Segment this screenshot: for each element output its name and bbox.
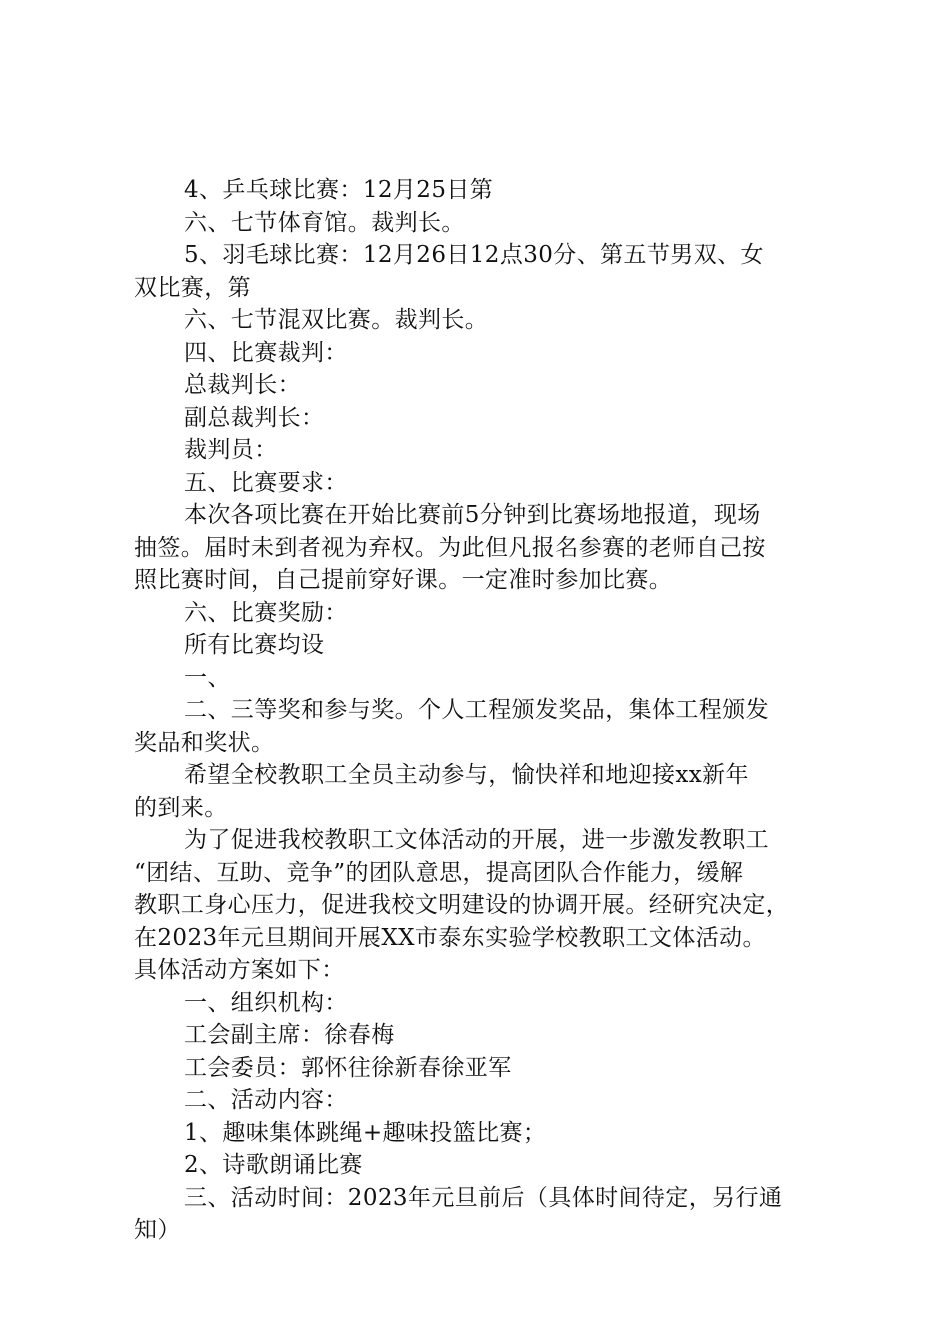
paragraph-line: 2、诗歌朗诵比赛	[184, 1152, 363, 1178]
paragraph-line: 照比赛时间，自己提前穿好课。一定准时参加比赛。	[134, 567, 673, 593]
paragraph-line: 一、	[184, 664, 231, 691]
paragraph-line: 5、羽毛球比赛：12月26日12点30分、第五节男双、女	[184, 242, 764, 268]
section-heading: 三、活动时间：2023年元旦前后（具体时间待定，另行通	[184, 1184, 783, 1211]
paragraph-line: 在2023年元旦期间开展XX市泰东实验学校教职工文体活动。	[134, 924, 766, 951]
paragraph-line: 副总裁判长：	[184, 404, 325, 431]
section-heading: 五、比赛要求：	[184, 469, 348, 496]
paragraph-line: 二、三等奖和参与奖。个人工程颁发奖品，集体工程颁发	[184, 697, 769, 723]
paragraph-line: 裁判员：	[184, 437, 278, 463]
paragraph-line: 工会委员：郭怀往徐新春徐亚军	[184, 1054, 512, 1081]
paragraph-line: 所有比赛均设	[184, 632, 325, 658]
paragraph-line: 本次各项比赛在开始比赛前5分钟到比赛场地报道，现场	[184, 502, 761, 528]
paragraph-line: 为了促进我校教职工文体活动的开展，进一步激发教职工	[184, 827, 769, 853]
paragraph-line: 抽签。届时未到者视为弃权。为此但凡报名参赛的老师自己按	[134, 534, 766, 561]
paragraph-line: 双比赛，第	[134, 274, 251, 301]
section-heading: 一、组织机构：	[184, 989, 348, 1016]
paragraph-line: 总裁判长：	[184, 372, 301, 398]
section-heading: 四、比赛裁判：	[184, 339, 348, 366]
paragraph-line: 工会副主席：徐春梅	[184, 1022, 395, 1048]
section-heading: 六、比赛奖励：	[184, 599, 348, 626]
document-body	[134, 174, 824, 1247]
paragraph-line: “团结、互助、竞争”的团队意思，提高团队合作能力，缓解	[134, 859, 744, 886]
paragraph-line: 奖品和奖状。	[134, 729, 275, 756]
paragraph-line: 的到来。	[134, 794, 228, 821]
section-heading: 二、活动内容：	[184, 1087, 348, 1113]
paragraph-line: 知）	[134, 1217, 181, 1243]
paragraph-line: 1、趣味集体跳绳+趣味投篮比赛；	[184, 1119, 547, 1146]
paragraph-line: 具体活动方案如下：	[134, 957, 345, 983]
paragraph-line: 教职工身心压力，促进我校文明建设的协调开展。经研究决定，	[134, 892, 790, 918]
paragraph-line: 希望全校教职工全员主动参与，愉快祥和地迎接xx新年	[184, 762, 749, 788]
paragraph-line: 4、乒乓球比赛：12月25日第	[184, 177, 494, 203]
paragraph-line: 六、七节混双比赛。裁判长。	[184, 307, 489, 333]
paragraph-line: 六、七节体育馆。裁判长。	[184, 209, 465, 236]
